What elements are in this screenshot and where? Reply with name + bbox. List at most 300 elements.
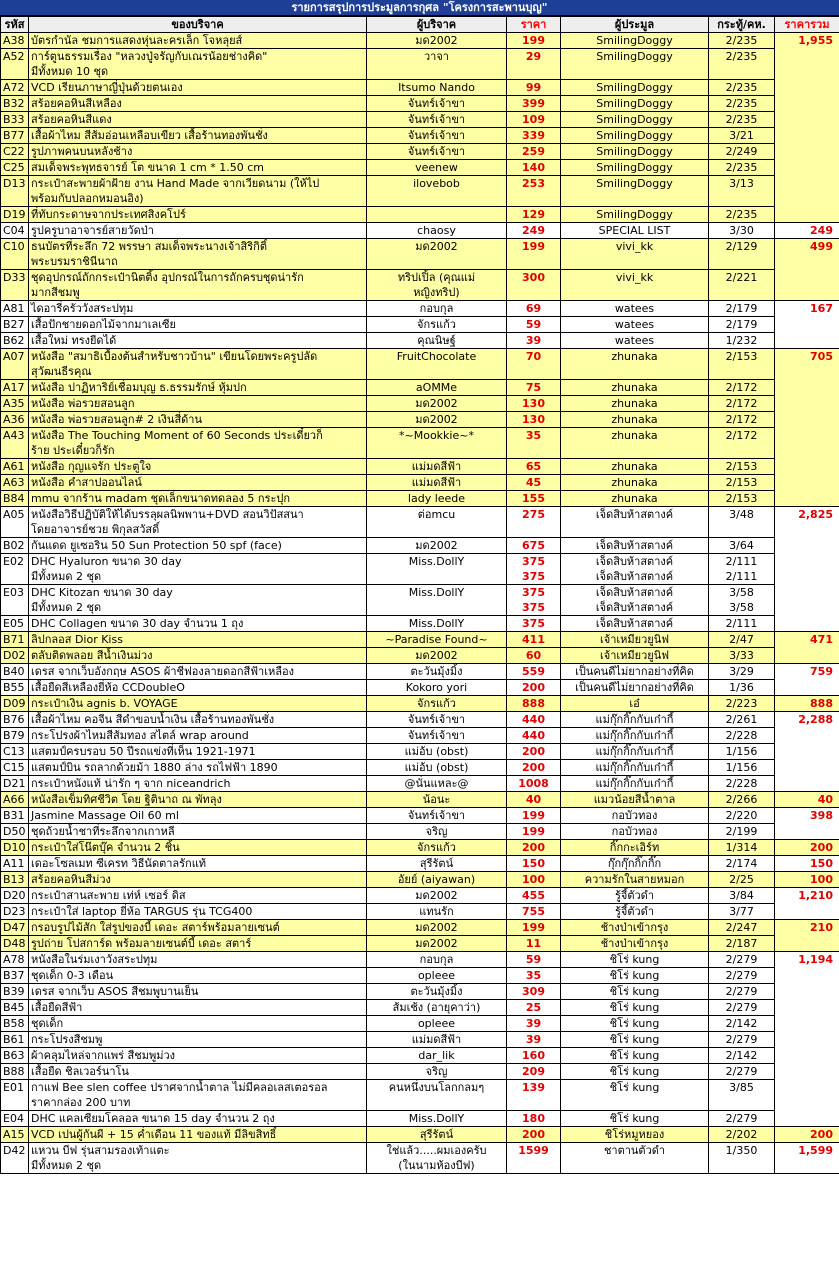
winner-name [561,760,709,776]
item-name [29,872,367,888]
cell-line: มีทั้งหมด 2 ชุด [31,570,102,583]
donor-name [367,1000,507,1016]
table-row [1,380,839,396]
cell-line: 2/187 [725,937,758,950]
cell-line: แม่กุ๊กกิ๊กกับเก๋ากี้ [595,729,674,742]
winner-name [561,112,709,128]
thread-reply [709,144,775,160]
price-value [507,128,561,144]
cell-line: พระบรมราชินีนาถ [31,255,118,268]
price-value [507,144,561,160]
donor-name [367,380,507,396]
table-row [1,270,839,301]
thread-reply [709,112,775,128]
item-code: B37 [1,968,29,984]
cell-line: 440 [522,713,545,726]
donor-name [367,1080,507,1111]
thread-reply [709,538,775,554]
thread-reply [709,1127,775,1143]
item-name [29,491,367,507]
item-name [29,49,367,80]
table-row [1,888,839,904]
thread-reply [709,239,775,270]
item-name [29,888,367,904]
cell-line: 59 [525,318,542,331]
donor-name [367,33,507,49]
price-value [507,491,561,507]
price-value [507,712,561,728]
donor-name [367,49,507,80]
cell-line: แทนรัก [419,905,454,918]
winner-name [561,632,709,648]
cell-line: สุวัฒนธีรคุณ [31,365,92,378]
thread-reply [709,984,775,1000]
item-name [29,317,367,333]
cell-line: 411 [522,633,545,646]
item-name [29,1016,367,1032]
cell-line: มด2002 [415,413,458,426]
cell-line: พร้อมกับปลอกหมอนอิง) [31,192,144,205]
winner-name [561,808,709,824]
donor-name [367,648,507,664]
cell-line: ชิโร่หมูหยอง [604,1128,665,1141]
cell-line: กอบกุล [419,953,454,966]
cell-line: opleee [417,1017,456,1030]
item-code: A05 [1,507,29,538]
cell-line: เสื้อยืดสีเหลืองยี่ห้อ CCDoubleO [31,681,185,694]
price-value [507,888,561,904]
donor-name [367,1064,507,1080]
item-name [29,301,367,317]
cell-line: ชิโร่ kung [609,953,660,966]
item-name [29,824,367,840]
cell-line: ต่อmcu [417,508,456,521]
item-name [29,554,367,585]
cell-line: 2/153 [725,350,758,363]
price-value [507,459,561,475]
cell-line: เจ็ดสิบห้าสตางค์ [595,555,674,568]
donor-name [367,301,507,317]
donor-name [367,680,507,696]
table-row [1,808,839,824]
item-name [29,760,367,776]
item-name [29,1111,367,1127]
group-total: 471 [775,632,839,664]
item-name [29,632,367,648]
table-row [1,207,839,223]
thread-reply [709,207,775,223]
cell-line: SmilingDoggy [596,97,673,110]
thread-reply [709,349,775,380]
item-name [29,475,367,491]
cell-line: 35 [525,429,542,442]
donor-name [367,616,507,632]
cell-line: ชาตานตัวดำ [603,1144,666,1157]
cell-line: สมเด็จพระพุทธจารย์ โต ขนาด 1 cm * 1.50 cm [31,161,264,174]
item-code: B31 [1,808,29,824]
winner-name [561,239,709,270]
table-row [1,1032,839,1048]
thread-reply [709,744,775,760]
cell-line: สร้อยคอหินสีเหลือง [31,97,122,110]
item-name [29,270,367,301]
cell-line: 150 [522,857,545,870]
winner-name [561,475,709,491]
thread-reply [709,459,775,475]
cell-line: ilovebob [413,177,460,190]
cell-line: โดยอาจารย์ชวย พิกุลสวัสดิ์ [31,523,160,536]
cell-line: mmu จากร้าน madam ชุดเล็กขนาดทดลอง 5 กระปุก [31,492,291,505]
cell-line: zhunaka [611,460,658,473]
table-row [1,936,839,952]
cell-line: แสตมป์บิน รถลากด้วยม้า 1880 ล่าง รถไฟฟ้า 1890 [31,761,278,774]
cell-line: 375 [522,586,545,599]
cell-line: 2/279 [725,953,758,966]
price-value [507,207,561,223]
cell-line: 1/314 [725,841,758,854]
cell-line: จันทร์เจ้าขา [407,113,466,126]
group-total: 200 [775,1127,839,1143]
donor-name [367,475,507,491]
winner-name [561,317,709,333]
cell-line: แม่มดสีฟ้า [411,460,462,473]
winner-name [561,728,709,744]
donor-name [367,144,507,160]
price-value [507,744,561,760]
cell-line: รูปภาพคนบนหลังช้าง [31,145,133,158]
cell-line: เจ้าเหมียวยูนิฟ [599,649,670,662]
cell-line: SmilingDoggy [596,81,673,94]
thread-reply [709,968,775,984]
item-name [29,207,367,223]
cell-line: lady leede [407,492,466,505]
winner-name [561,1048,709,1064]
thread-reply [709,1064,775,1080]
table-row [1,680,839,696]
winner-name [561,1080,709,1111]
thread-reply [709,317,775,333]
table-row [1,33,839,49]
donor-name [367,904,507,920]
cell-line: ชิโร่ kung [609,969,660,982]
item-code: A36 [1,412,29,428]
cell-line: กอบัวทอง [611,809,658,822]
cell-line: 2/235 [725,97,758,110]
cell-line: 2/235 [725,34,758,47]
cell-line: 2/111 [725,617,758,630]
cell-line: 39 [525,1017,542,1030]
thread-reply [709,632,775,648]
price-value [507,760,561,776]
donor-name [367,1048,507,1064]
price-value [507,538,561,554]
item-name [29,459,367,475]
cell-line: ชุดเด็ก 0-3 เดือน [31,969,114,982]
cell-line: มด2002 [415,889,458,902]
cell-line: 3/85 [729,1081,754,1094]
cell-line: เจ็ดสิบห้าสตางค์ [595,570,674,583]
cell-line: ความรักในสายหมอก [584,873,685,886]
thread-reply [709,585,775,616]
item-code: D13 [1,176,29,207]
item-code: D50 [1,824,29,840]
cell-line: แม่มดสีฟ้า [411,476,462,489]
item-code: D10 [1,840,29,856]
cell-line: กอบกุล [419,302,454,315]
cell-line: 3/84 [729,889,754,902]
cell-line: ชิโร่ kung [609,1001,660,1014]
cell-line: 200 [522,681,545,694]
table-row [1,648,839,664]
donor-name [367,728,507,744]
cell-line: กิ๊กกะเอิร์ท [609,841,660,854]
price-value [507,1111,561,1127]
cell-line: 75 [525,381,542,394]
cell-line: 2/279 [725,1065,758,1078]
price-value [507,1080,561,1111]
cell-line: มด2002 [415,937,458,950]
cell-line: จักรแก้ว [417,841,456,854]
cell-line: หนังสือ คำสาปออนไลน์ [31,476,142,489]
cell-line: จักรแก้ว [417,318,456,331]
cell-line: เป็นคนดีไม่ยากอย่างที่คิด [575,665,694,678]
group-total: 150 [775,856,839,872]
table-row [1,538,839,554]
cell-line: กระโปรงสีชมพู [31,1033,103,1046]
price-value [507,696,561,712]
donor-name [367,507,507,538]
thread-reply [709,808,775,824]
cell-line: กระเป๋าใส่ laptop ยี่ห้อ TARGUS รุ่น TCG400 [31,905,253,918]
item-name [29,33,367,49]
item-code: A35 [1,396,29,412]
cell-line: 375 [522,601,545,614]
item-code: E04 [1,1111,29,1127]
cell-line: 3/58 [729,601,754,614]
table-row [1,507,839,538]
cell-line: 65 [525,460,542,473]
cell-line: ราคากล่อง 200 บาท [31,1096,131,1109]
winner-name [561,888,709,904]
cell-line: 309 [522,985,545,998]
price-value [507,792,561,808]
cell-line: 399 [522,97,545,110]
cell-line: กระเป๋าหนังแท้ น่ารัก ๆ จาก niceandrich [31,777,231,790]
cell-line: จริญ [425,825,448,838]
thread-reply [709,792,775,808]
winner-name [561,333,709,349]
cell-line: 3/13 [729,177,754,190]
cell-line: มีทั้งหมด 2 ชุด [31,601,102,614]
winner-name [561,712,709,728]
item-name [29,968,367,984]
price-value [507,80,561,96]
price-value [507,317,561,333]
item-code: D48 [1,936,29,952]
cell-line: dar_lik [418,1049,455,1062]
group-total: 167 [775,301,839,349]
donor-name [367,554,507,585]
price-value [507,176,561,207]
cell-line: 2/179 [725,302,758,315]
winner-name [561,160,709,176]
item-code: E05 [1,616,29,632]
item-code: B58 [1,1016,29,1032]
donor-name [367,207,507,223]
item-code: B13 [1,872,29,888]
header-price: ราคา [507,17,561,33]
cell-line: จริญ [425,1065,448,1078]
cell-line: เสื้อผ้าไหม คอจีน สีดำขอบน้ำเงิน เสื้อร้านทองพันชั่ง [31,713,275,726]
header-total: ราคารวม [775,17,839,33]
item-code: D09 [1,696,29,712]
cell-line: คุณนิษฐ์ [417,334,456,347]
table-row [1,317,839,333]
cell-line: 2/172 [725,413,758,426]
item-code: C22 [1,144,29,160]
table-row [1,872,839,888]
item-name [29,952,367,968]
cell-line: vivi_kk [615,240,654,253]
cell-line: 2/228 [725,777,758,790]
thread-reply [709,952,775,968]
cell-line: 2/261 [725,713,758,726]
item-name [29,333,367,349]
cell-line: 2/266 [725,793,758,806]
cell-line: กาแฟ Bee slen coffee ปราศจากน้ำตาล ไม่มีคลอเลสเตอรอล [31,1081,328,1094]
cell-line: 2/153 [725,476,758,489]
cell-line: กอบัวทอง [611,825,658,838]
cell-line: จักรแก้ว [417,697,456,710]
donor-name [367,856,507,872]
cell-line: 2/228 [725,729,758,742]
thread-reply [709,1032,775,1048]
price-value [507,507,561,538]
donor-name [367,459,507,475]
item-name [29,664,367,680]
cell-line: 888 [522,697,545,710]
cell-line: จันทร์เจ้าขา [407,97,466,110]
cell-line: 130 [522,397,545,410]
cell-line: ใช่แล้ว.....ผมเองครับ [386,1144,487,1157]
item-code: A15 [1,1127,29,1143]
group-total: 200 [775,840,839,856]
item-code: B40 [1,664,29,680]
header-code: รหัส [1,17,29,33]
table-row [1,632,839,648]
group-total: 888 [775,696,839,712]
cell-line: 3/33 [729,649,754,662]
price-value [507,952,561,968]
item-name [29,380,367,396]
cell-line: มด2002 [415,34,458,47]
item-code: A66 [1,792,29,808]
table-row [1,1080,839,1111]
thread-reply [709,712,775,728]
price-value [507,616,561,632]
thread-reply [709,920,775,936]
cell-line: จันทร์เจ้าขา [407,729,466,742]
group-total: 759 [775,664,839,696]
cell-line: หนังสือ พ่อรวยสอนลูก [31,397,135,410]
cell-line: 2/172 [725,429,758,442]
cell-line: zhunaka [611,413,658,426]
winner-name [561,616,709,632]
donor-name [367,760,507,776]
cell-line: 675 [522,539,545,552]
table-row [1,49,839,80]
item-code: D23 [1,904,29,920]
price-value [507,984,561,1000]
table-row [1,840,839,856]
item-code: A61 [1,459,29,475]
thread-reply [709,776,775,792]
cell-line: มด2002 [415,240,458,253]
price-value [507,680,561,696]
thread-reply [709,840,775,856]
winner-name [561,412,709,428]
cell-line: มด2002 [415,649,458,662]
price-value [507,349,561,380]
item-name [29,412,367,428]
cell-line: 2/247 [725,921,758,934]
cell-line: zhunaka [611,476,658,489]
thread-reply [709,824,775,840]
cell-line: 155 [522,492,545,505]
price-value [507,648,561,664]
winner-name [561,744,709,760]
table-row [1,96,839,112]
cell-line: 3/48 [729,508,754,521]
item-code: B79 [1,728,29,744]
cell-line: 2/249 [725,145,758,158]
thread-reply [709,428,775,459]
item-name [29,728,367,744]
item-name [29,648,367,664]
cell-line: 275 [522,508,545,521]
winner-name [561,856,709,872]
cell-line: สุรีรัตน์ [419,1128,454,1141]
price-value [507,728,561,744]
cell-line: วาจา [424,50,449,63]
table-row [1,728,839,744]
cell-line: DHC Kitozan ขนาด 30 day [31,586,173,599]
cell-line: SPECIAL LIST [598,224,671,237]
item-name [29,680,367,696]
cell-line: ชิโร่ kung [609,1017,660,1030]
cell-line: แม่อ้บ (obst) [404,745,469,758]
cell-line: กุ๊กกุ๊กกิ๊กกิ๊ก [607,857,662,870]
thread-reply [709,680,775,696]
item-code: A17 [1,380,29,396]
cell-line: 2/221 [725,271,758,284]
cell-line: 2/220 [725,809,758,822]
winner-name [561,33,709,49]
thread-reply [709,648,775,664]
item-name [29,1048,367,1064]
cell-line: 199 [522,825,545,838]
item-code: B71 [1,632,29,648]
cell-line: 2/172 [725,381,758,394]
donor-name [367,1016,507,1032]
cell-line: เสื้อยืดสีฟ้า [31,1001,83,1014]
cell-line: 3/58 [729,586,754,599]
donor-name [367,538,507,554]
cell-line: 1/36 [729,681,754,694]
cell-line: Kokoro yori [405,681,468,694]
thread-reply [709,270,775,301]
group-total: 705 [775,349,839,507]
